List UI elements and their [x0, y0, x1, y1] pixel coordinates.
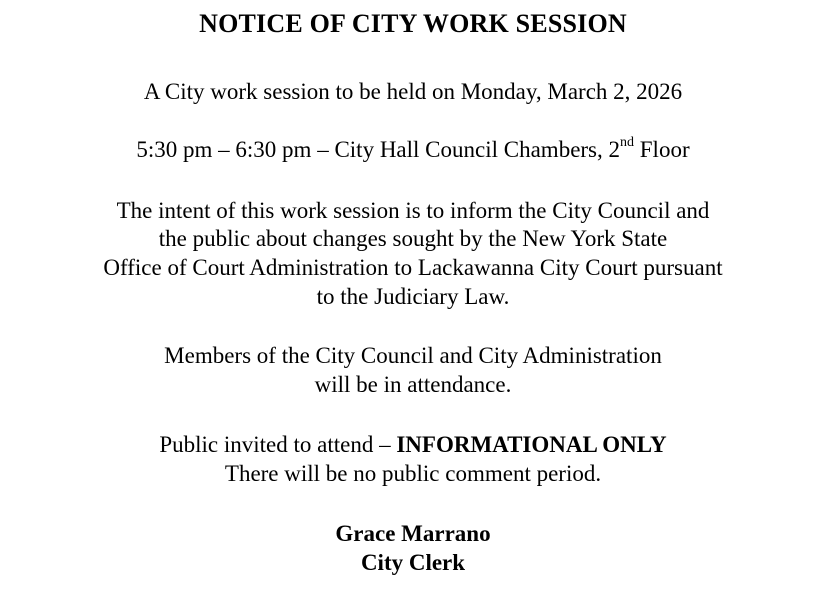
no-comment-line: There will be no public comment period.	[224, 461, 602, 486]
intent-line-1: The intent of this work session is to inform the City Council and	[116, 198, 710, 223]
notice-title: NOTICE OF CITY WORK SESSION	[199, 9, 627, 38]
informational-only-label: INFORMATIONAL ONLY	[396, 432, 667, 457]
public-invite-text: Public invited to attend –	[159, 432, 397, 457]
intent-line-3: Office of Court Administration to Lackawanna City Court pursuant	[103, 255, 723, 280]
intent-line-2: the public about changes sought by the New York State	[158, 226, 668, 251]
signature-name: Grace Marrano	[335, 521, 491, 546]
floor-ordinal-suffix: nd	[620, 135, 635, 151]
signature-title: City Clerk	[360, 550, 466, 575]
floor-text: Floor	[634, 137, 690, 162]
session-time-location-line	[0, 136, 826, 164]
attendance-line-2: will be in attendance.	[314, 372, 512, 397]
intent-line-4: to the Judiciary Law.	[316, 284, 510, 309]
time-location-text: 5:30 pm – 6:30 pm – City Hall Council Chambers, 2	[136, 137, 621, 162]
attendance-line-1: Members of the City Council and City Administration	[164, 343, 662, 368]
public-invite-line	[0, 431, 826, 459]
session-date-line: A City work session to be held on Monday, March 2, 2026	[143, 79, 683, 104]
